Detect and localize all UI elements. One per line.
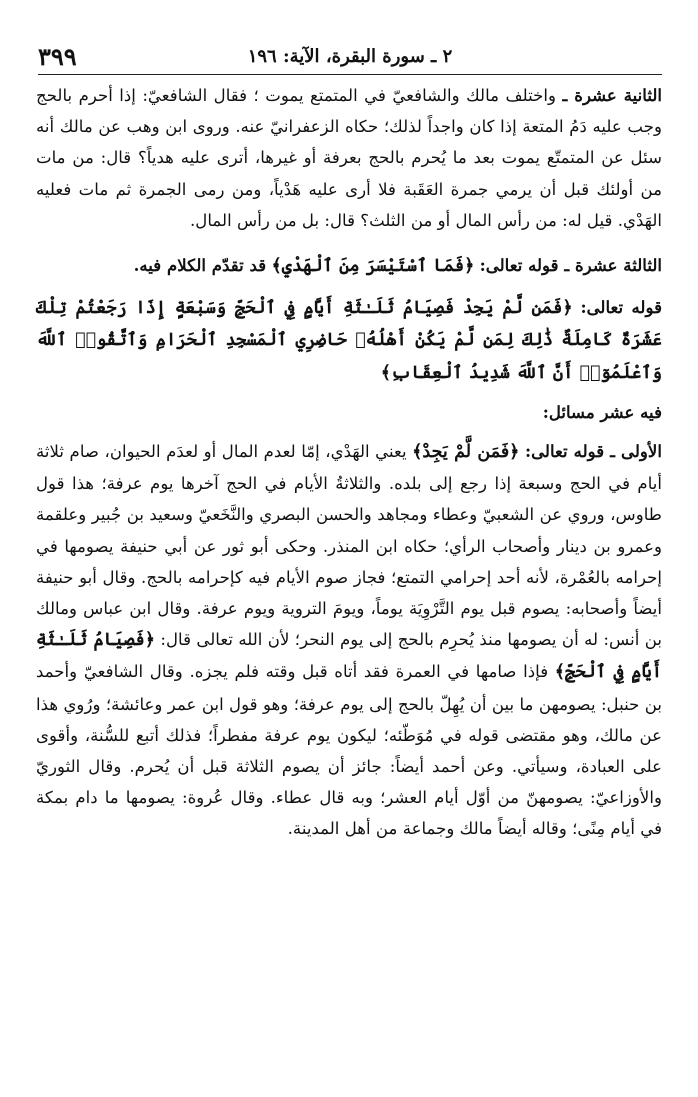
page-body xyxy=(36,80,662,845)
paragraph-thirteenth-issue xyxy=(36,250,662,282)
issues-count-heading: فيه عشر مسائل: xyxy=(542,401,662,422)
issue-heading: الثالثة عشرة ـ قوله تعالى: xyxy=(479,255,662,276)
issue-heading: الثانية عشرة ـ xyxy=(562,85,662,105)
paragraph-twelfth-issue xyxy=(36,80,662,236)
paragraph-text: فإذا صامها في العمرة فقد أتاه قبل وقته فلم يجزه. وقال الشافعيّ وأحمد بن حنبل: يصومهن ما بين أن يُهِلّ بالحج إلى يوم عرفة؛ وهو قول ابن عمر وعائشة؛ ورُوي هذا عن مالك، وهو مقتضى قوله في مُوَطّئه؛ ليكون يوم عرفة مفطراً؛ فذلك أتبع للسُّنة، وأقوى على العبادة، وسيأتي. وعن أحمد أيضاً: جائز أن يصوم الثلاثة قبل أن يُحرم. وقال الثوريّ والأوزاعيّ: يصومهنّ من أوّل أيام العشر؛ وبه قال عطاء. وقال عُروة: يصومها ما دام بمكة في أيام مِنًى؛ وقاله أيضاً مالك وجماعة من أهل المدينة. xyxy=(36,662,662,839)
paragraph-issues-count xyxy=(36,397,662,428)
quran-verse: ﴿فَمَا ٱسْتَيْسَرَ مِنَ ٱلْهَدْيِ﴾ xyxy=(271,256,475,277)
issue-heading: الأولى ـ قوله تعالى: xyxy=(524,441,662,462)
verse-intro: قوله تعالى: xyxy=(580,297,662,318)
paragraph-text: قد تقدّم الكلام فيه. xyxy=(133,255,267,276)
page-number: ٣٩٩ xyxy=(38,42,77,71)
page-header xyxy=(38,40,662,75)
quran-verse: ﴿فَمَن لَّمْ يَجِدْ﴾ xyxy=(412,442,520,463)
quran-verse: ﴿فَمَن لَّمْ يَجِدْ فَصِيَامُ ثَلَـٰثَةِ أَيَّامٍ فِي ٱلْحَجِّ وَسَبْعَةٍ إِذَا رَجَعْتُمْ تِلْكَ عَشَرَةٌ كَامِلَةٌ ذَٰلِكَ لِمَن لَّمْ يَكُنْ أَهْلُهُۥ حَاضِرِي ٱلْمَسْجِدِ ٱلْحَرَامِ وَٱتَّقُوا۟ ٱللَّهَ وَٱعْلَمُوٓا۟ أَنَّ ٱللَّهَ شَدِيدُ ٱلْعِقَابِ﴾ xyxy=(36,298,662,383)
paragraph-verse xyxy=(36,292,662,389)
paragraph-text: واختلف مالك والشافعيّ في المتمتع يموت ؛ فقال الشافعيّ: إذا أحرم بالحج وجب عليه دَمُ المتعة إذا كان واجداً لذلك؛ حكاه الزعفرانيّ عنه. وروى ابن وهب عن مالك أنه سئل عن المتمتّع يموت بعد ما يُحرم بالحج بعرفة أو غيرها، أترى عليه هدياً؟ قال: من مات من أولئك قبل أن يرمي جمرة العَقَبة فلا أرى عليه هَدْياً، ومن رمى الجمرة ثم مات فعليه الهَدْي. قيل له: من رأس المال أو من الثلث؟ قال: بل من رأس المال. xyxy=(36,86,662,230)
paragraph-text: يعني الهَدْي، إمّا لعدم المال أو لعدَم الحيوان، صام ثلاثة أيام في الحج وسبعة إذا رجع إلى بلده. والثلاثةُ الأيام في الحج آخرها يوم عرفة؛ هذا قول طاوس، وروي عن الشعبيّ وعطاء ومجاهد والحسن البصري والنَّخَعيّ وسعيد بن جُبير وعلقمة وعمرو بن دينار وأصحاب الرأي؛ حكاه ابن المنذر. وحكى أبو ثور عن أبي حنيفة يصومها في إحرامه بالعُمْرة، لأنه أحد إحرامي التمتع؛ فجاز صوم الأيام فيه كإحرامه بالحج. وقال أبو حنيفة أيضاً وأصحابه: يصوم قبل يوم التَّرْوِيَة يوماً، ويومَ التروية ويوم عرفة. وقال ابن عباس ومالك بن أنس: له أن يصومها منذ يُحرِم بالحج إلى يوم النحر؛ لأن الله تعالى قال: xyxy=(36,442,663,650)
quran-verse: ﴿فَصِيَامُ ثَلَـٰثَةِ أَيَّامٍ فِي ٱلْحَجِّ﴾ xyxy=(36,630,663,683)
running-head: ٢ ـ سورة البقرة، الآية: ١٩٦ xyxy=(247,46,453,67)
paragraph-first-issue xyxy=(36,436,662,845)
